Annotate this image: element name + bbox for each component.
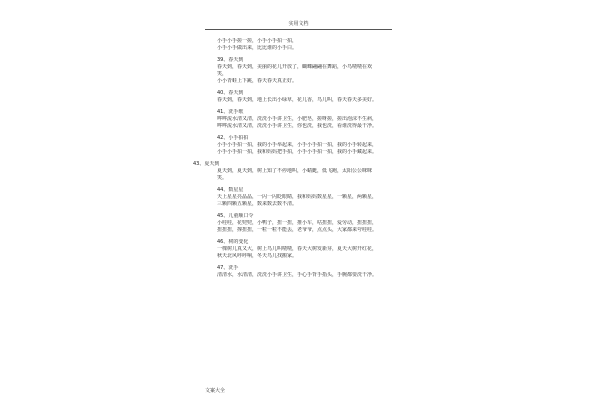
page-header: 实用文档 — [205, 20, 392, 30]
poem-line: 扭扭扭，撑扭扭，一粒一粒不能丢，老爷爷，点点头，大家都来夸哇哇。 — [217, 227, 378, 233]
section-heading: 43、夏天到 — [193, 161, 220, 167]
poem-line: 笑， — [217, 71, 228, 77]
section-heading: 41、洗手歌 — [217, 109, 244, 115]
poem-line: 小小青蛙上下跳，春天春天真正好。 — [217, 78, 298, 84]
poem-section — [205, 239, 405, 260]
page-footer: 文案大全 — [205, 388, 226, 394]
poem-line: 哗哗流水清又清，洗洗小手讲卫生，小肥皂，搓呀搓，搓出泡沫不生病， — [217, 116, 378, 122]
poem-section — [205, 109, 405, 130]
poem-section — [193, 161, 405, 182]
poem-line: 三颗四颗五颗星，数来数去数不清。 — [217, 201, 298, 207]
poem-section — [205, 57, 405, 85]
section-heading: 46、树的变化 — [217, 239, 249, 245]
poem-line: 小手小手搓一搓，小手小手拍一拍， — [217, 38, 298, 44]
poem-line: 春天到，春天到，地上长出小绿草，花儿香，鸟儿叫，春天春天多美好。 — [217, 97, 378, 103]
poem-line: 春天到，春天到，美丽的花儿开放了，蝴蝶翩翩在舞蹈，小鸟喳喳在欢 — [217, 64, 373, 70]
poem-line: 一棵树儿真又大，树上鸟儿叫喳喳，春天大树发新芽，夏天大树开红花， — [217, 246, 378, 252]
poem-line: 小手小手拍一拍，我的小手举起来，小手小手拍一拍，我的小手转起来， — [217, 142, 378, 148]
section-heading: 39、春天到 — [217, 57, 244, 63]
section-heading: 44、数星星 — [217, 187, 244, 193]
poem-line: 清清水，水清清，洗洗小手讲卫生，手心手背手指头，手腕都要洗干净。 — [217, 272, 378, 278]
section-heading: 42、小手拍拍 — [217, 135, 249, 141]
section-heading: 47、洗手 — [217, 265, 239, 271]
poem-line: 小手小手拍一拍，我和妈妈把手拍，小手小手拍一拍，我的小手藏起来。 — [217, 149, 378, 155]
poem-line: 小哇哇，花兜兜，小鸭子，扭一扭，推小车，咕扭扭，爱劳动，扭扭扭， — [217, 220, 378, 226]
poem-line: 天上星星亮晶晶，一闪一闪眨眼睛，我和妈妈数星星，一颗星，两颗星， — [217, 194, 378, 200]
section-heading: 45、儿童顺口令 — [217, 213, 254, 219]
poem-section — [205, 38, 405, 52]
poem-section — [205, 265, 405, 279]
document-body — [193, 38, 405, 279]
poem-section — [205, 90, 405, 104]
poem-line: 秋天北风呼呼响，冬天鸟儿找搬家。 — [217, 253, 298, 259]
poem-line: 小手小手做出来，比比谁的小手白。 — [217, 45, 298, 51]
poem-section — [205, 213, 405, 234]
poem-line: 笑。 — [217, 175, 228, 181]
section-heading: 40、春天到 — [217, 90, 244, 96]
poem-section — [205, 135, 405, 156]
poem-section — [205, 187, 405, 208]
poem-line: 哗哗流水清又清，洗洗小手讲卫生，你也洗，我也洗，看谁洗得最干净。 — [217, 123, 378, 129]
poem-line: 夏天到，夏天到，树上知了不停地叫，小蜻蜓，低飞跑，太阳公公咪咪 — [217, 168, 373, 174]
